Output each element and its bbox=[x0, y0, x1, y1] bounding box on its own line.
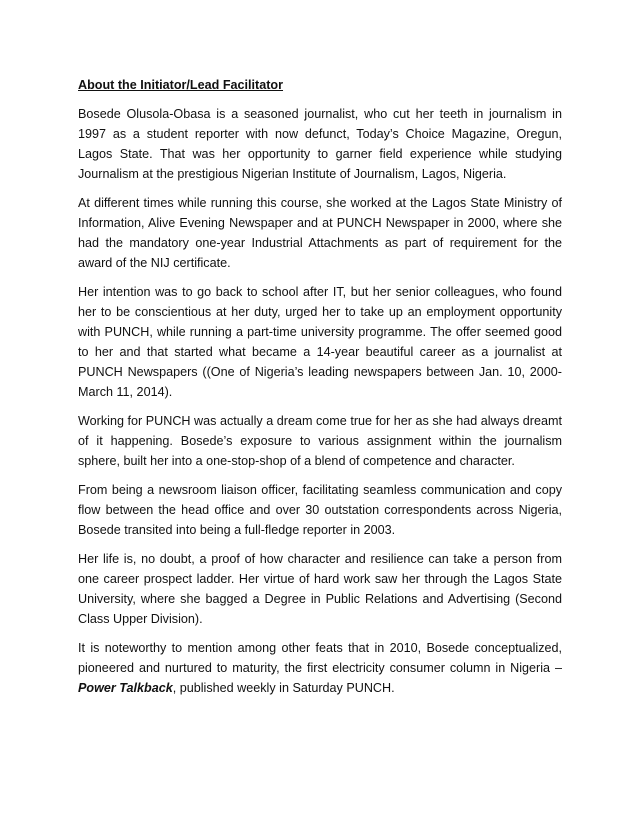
paragraph-1: Bosede Olusola-Obasa is a seasoned journalist, who cut her teeth in journalism in 1997 as a student reporter with now defunct, Today’s Choice Magazine, Oregun, Lagos State. That was her opportunity to garner field experience while studying Journalism at the prestigious Nigerian Institute of Journalism, Lagos, Nigeria. bbox=[78, 107, 562, 181]
section-heading: About the Initiator/Lead Facilitator bbox=[78, 78, 284, 92]
paragraph-7-text-after: , published weekly in Saturday PUNCH. bbox=[172, 681, 395, 695]
paragraph-4: Working for PUNCH was actually a dream come true for her as she had always dreamt of it happening. Bosede’s exposure to various assignment within the journalism sphere, built her into a one-stop-shop of a blend of competence and character. bbox=[78, 414, 562, 468]
power-talkback-title: Power Talkback bbox=[78, 681, 173, 695]
paragraph-6: Her life is, no doubt, a proof of how character and resilience can take a person from one career prospect ladder. Her virtue of hard work saw her through the Lagos State University, where she bagged a Degree in Public Relations and Advertising (Second Class Upper Division). bbox=[78, 552, 562, 626]
paragraph-5: From being a newsroom liaison officer, facilitating seamless communication and copy flow between the head office and over 30 outstation correspondents across Nigeria, Bosede transited into being a full-fledge reporter in 2003. bbox=[78, 483, 562, 537]
document-page bbox=[78, 75, 562, 698]
paragraph-2: At different times while running this course, she worked at the Lagos State Ministry of Information, Alive Evening Newspaper and at PUNCH Newspaper in 2000, where she had the mandatory one-year Industrial Attachments as part of requirement for the award of the NIJ certificate. bbox=[78, 196, 562, 270]
paragraph-7 bbox=[78, 638, 562, 698]
paragraph-3: Her intention was to go back to school after IT, but her senior colleagues, who found her to be conscientious at her duty, urged her to take up an employment opportunity with PUNCH, while running a part-time university programme. The offer seemed good to her and that started what became a 14-year beautiful career as a journalist at PUNCH Newspapers ((One of Nigeria’s leading newspapers between Jan. 10, 2000-March 11, 2014). bbox=[78, 285, 562, 399]
paragraph-7-text-before: It is noteworthy to mention among other feats that in 2010, Bosede conceptualized, pioneered and nurtured to maturity, the first electricity consumer column in Nigeria – bbox=[78, 641, 562, 675]
